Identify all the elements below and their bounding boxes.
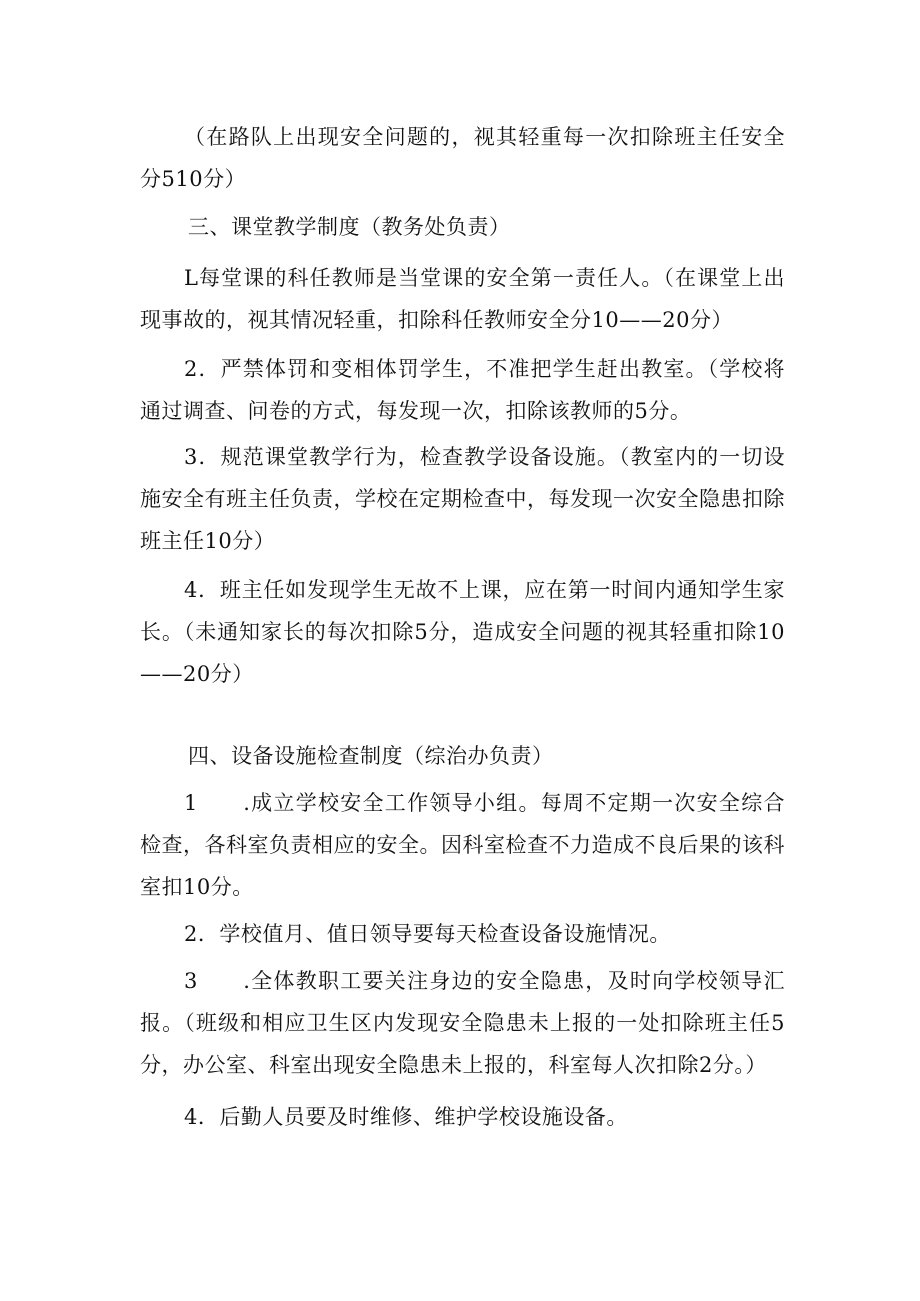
paragraph-item-2-no-corporal-punishment: 2．严禁体罚和变相体罚学生，不准把学生赶出教室。（学校将通过调查、问卷的方式，每发现一次，扣除该教师的5分。 [140, 357, 785, 423]
paragraph-item-3-hazard-reporting: 3 .全体教职工要关注身边的安全隐患，及时向学校领导汇报。（班级和相应卫生区内发现安全隐患未上报的一处扣除班主任5分，办公室、科室出现安全隐患未上报的，科室每人次扣除2分。） [140, 969, 785, 1077]
paragraph-item-4-maintenance: 4．后勤人员要及时维修、维护学校设施设备。 [184, 1105, 628, 1129]
paragraph-item-4-absent-students: 4．班主任如发现学生无故不上课，应在第一时间内通知学生家长。（未通知家长的每次扣除5分，造成安全问题的视其轻重扣除10——20分） [140, 578, 785, 686]
paragraph-road-team-safety: （在路队上出现安全问题的，视其轻重每一次扣除班主任安全分510分） [140, 125, 785, 191]
section-heading-equipment-inspection: 四、设备设施检查制度（综治办负责） [188, 744, 554, 768]
section-heading-classroom-teaching: 三、课堂教学制度（教务处负责） [188, 215, 511, 239]
paragraph-item-1-teacher-responsibility: L每堂课的科任教师是当堂课的安全第一责任人。（在课堂上出现事故的，视其情况轻重，扣除科任教师安全分10——20分） [140, 266, 785, 332]
paragraph-item-2-daily-inspection: 2．学校值月、值日领导要每天检查设备设施情况。 [184, 922, 671, 946]
paragraph-item-3-classroom-equipment: 3．规范课堂教学行为，检查教学设备设施。（教室内的一切设施安全有班主任负责，学校在定期检查中，每发现一次安全隐患扣除班主任10分） [140, 445, 785, 553]
paragraph-item-1-safety-leadership-group: 1 .成立学校安全工作领导小组。每周不定期一次安全综合检查，各科室负责相应的安全。因科室检查不力造成不良后果的该科室扣10分。 [140, 791, 785, 899]
